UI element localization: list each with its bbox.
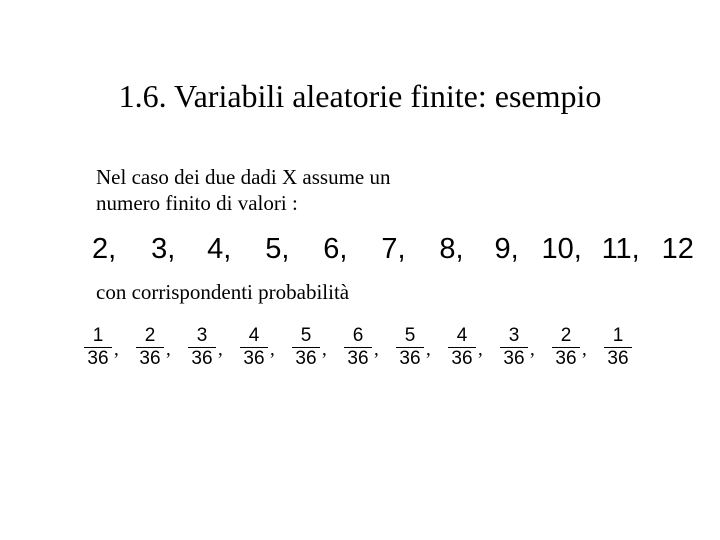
fraction: [136, 326, 164, 369]
separator: ,: [582, 339, 587, 360]
fraction: [552, 326, 580, 369]
fraction-numerator: 5: [396, 326, 424, 348]
fraction-denominator: 36: [87, 348, 109, 369]
fraction: [500, 326, 528, 369]
fraction: [448, 326, 476, 369]
fraction: [344, 326, 372, 369]
values-list: [92, 231, 694, 267]
fraction: [188, 326, 216, 369]
intro-line-1: Nel caso dei due dadi X assume un: [96, 165, 391, 189]
separator: ,: [218, 339, 223, 360]
fraction-numerator: 2: [136, 326, 164, 348]
fraction-numerator: 1: [84, 326, 112, 348]
fraction-denominator: 36: [295, 348, 317, 369]
fraction: [292, 326, 320, 369]
value-item: 12: [661, 233, 694, 265]
fraction: [240, 326, 268, 369]
fraction-numerator: 1: [604, 326, 632, 348]
fraction-numerator: 4: [240, 326, 268, 348]
fraction-denominator: 36: [451, 348, 473, 369]
fraction-denominator: 36: [607, 348, 629, 369]
fraction-item: [188, 326, 240, 369]
fraction-item: [292, 326, 344, 369]
fraction-numerator: 6: [344, 326, 372, 348]
fraction-denominator: 36: [243, 348, 265, 369]
fraction-item: [136, 326, 188, 369]
value-item: 9,: [494, 233, 519, 265]
separator: ,: [270, 339, 275, 360]
fraction-denominator: 36: [555, 348, 577, 369]
value-item: 10,: [541, 233, 582, 265]
fraction-numerator: 3: [188, 326, 216, 348]
separator: ,: [166, 339, 171, 360]
separator: ,: [426, 339, 431, 360]
value-item: 3,: [151, 233, 176, 265]
fraction: [604, 326, 632, 369]
separator: ,: [322, 339, 327, 360]
separator: ,: [478, 339, 483, 360]
value-item: 2,: [92, 233, 117, 265]
separator: ,: [114, 339, 119, 360]
probabilities-label: con corrispondenti probabilità: [96, 280, 350, 304]
fraction-item: [344, 326, 396, 369]
fraction-numerator: 2: [552, 326, 580, 348]
value-item: 6,: [323, 233, 348, 265]
fraction: [396, 326, 424, 369]
fraction-item: [448, 326, 500, 369]
separator: ,: [530, 339, 535, 360]
fraction-item: [500, 326, 552, 369]
value-item: 11,: [601, 233, 640, 265]
fraction-denominator: 36: [139, 348, 161, 369]
separator: ,: [374, 339, 379, 360]
intro-line-2: numero finito di valori :: [96, 191, 298, 215]
value-item: 8,: [439, 233, 464, 265]
fraction-numerator: 5: [292, 326, 320, 348]
fraction-item: [240, 326, 292, 369]
fraction: [84, 326, 112, 369]
value-item: 4,: [207, 233, 232, 265]
slide-title: 1.6. Variabili aleatorie finite: esempio: [118, 78, 602, 114]
fraction-item: [604, 326, 632, 369]
fraction-item: [552, 326, 604, 369]
fraction-numerator: 4: [448, 326, 476, 348]
fraction-denominator: 36: [347, 348, 369, 369]
value-item: 5,: [265, 233, 290, 265]
fraction-numerator: 3: [500, 326, 528, 348]
fraction-denominator: 36: [399, 348, 421, 369]
fraction-item: [396, 326, 448, 369]
fraction-denominator: 36: [503, 348, 525, 369]
fraction-item: [84, 326, 136, 369]
fraction-denominator: 36: [191, 348, 213, 369]
intro-text: [96, 164, 496, 216]
probability-fractions: [84, 326, 632, 369]
value-item: 7,: [381, 233, 406, 265]
